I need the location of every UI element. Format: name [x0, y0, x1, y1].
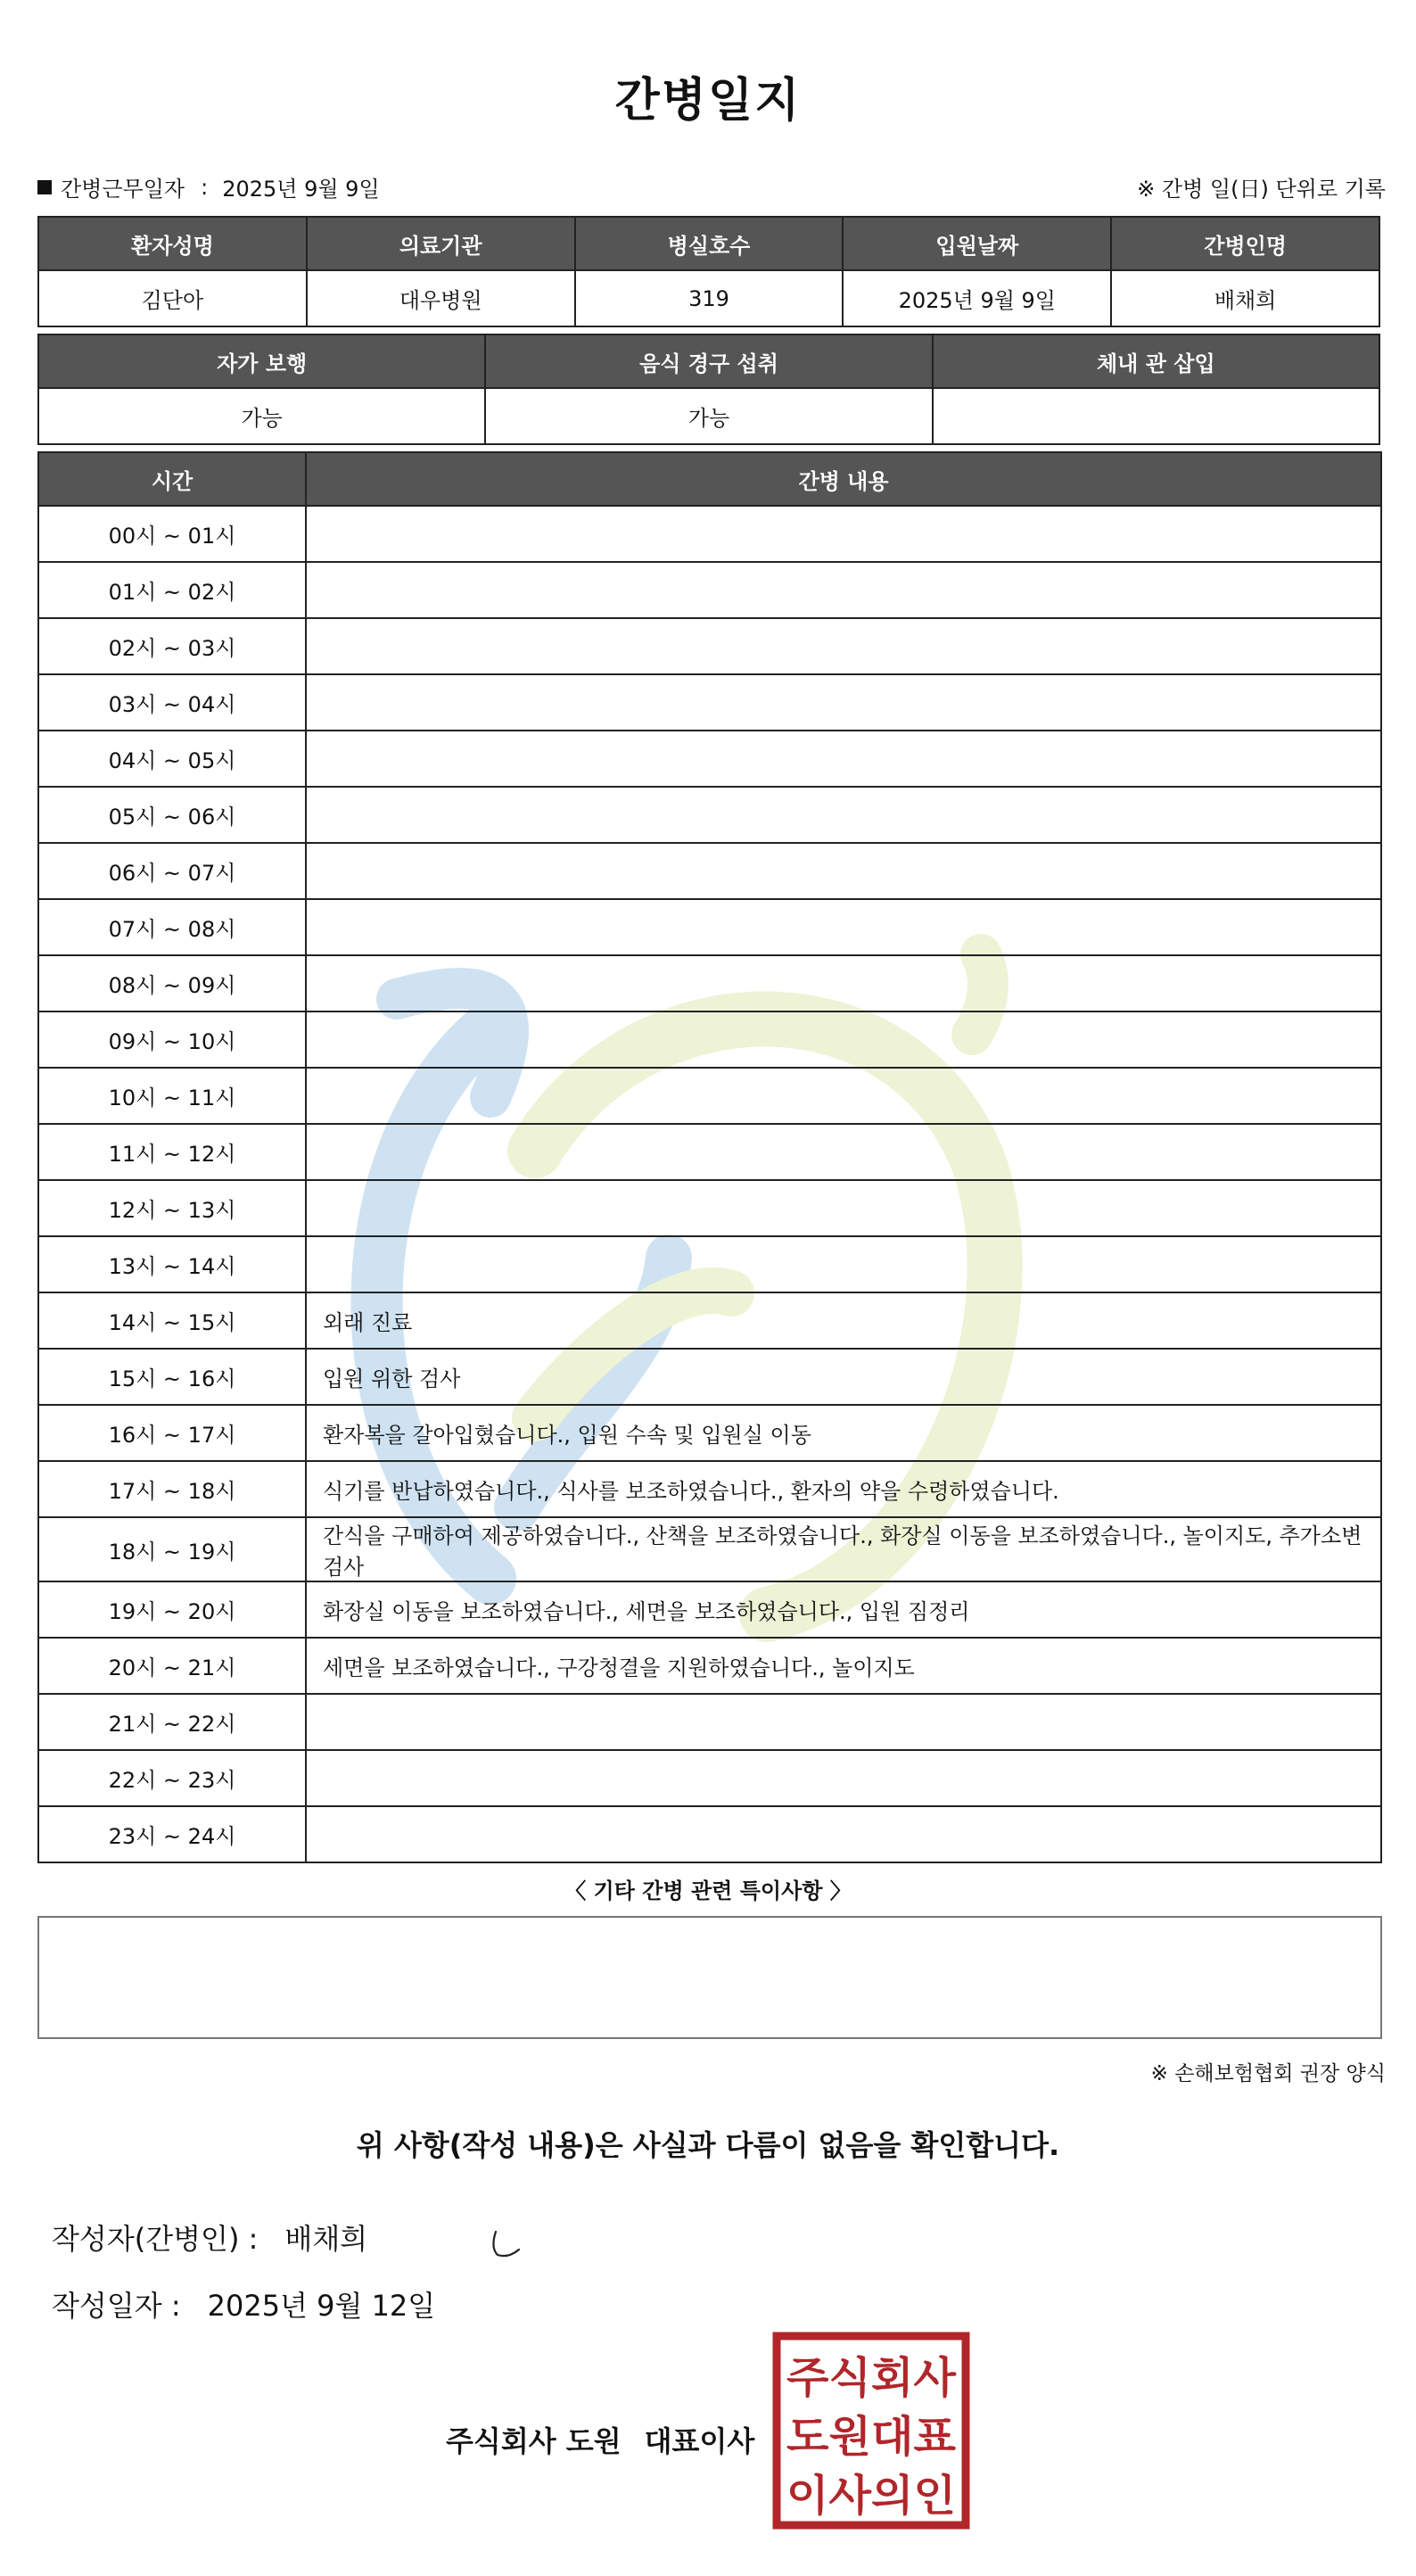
table-row — [38, 1806, 1381, 1862]
care-content: 입원 위한 검사 — [306, 1349, 1381, 1405]
table-row — [38, 1638, 1381, 1694]
caregiver-name: 배채희 — [1111, 270, 1379, 326]
table-row — [38, 1517, 1381, 1581]
table-row — [38, 1349, 1381, 1405]
patient-condition-table — [37, 334, 1380, 445]
write-date-line — [52, 2283, 435, 2324]
header-tube-insertion: 체내 관 삽입 — [933, 334, 1379, 388]
write-date-label: 작성일자 : — [52, 2289, 181, 2323]
header-care-content: 간병 내용 — [306, 452, 1381, 506]
care-content — [306, 1011, 1381, 1068]
time-slot: 15시 ~ 16시 — [38, 1349, 306, 1405]
patient-name: 김단아 — [38, 270, 307, 326]
work-date — [37, 171, 380, 202]
work-date-colon: : — [201, 174, 209, 200]
care-content — [306, 562, 1381, 618]
table-row — [38, 506, 1381, 562]
time-slot: 04시 ~ 05시 — [38, 731, 306, 787]
svg-text:도원대표: 도원대표 — [786, 2412, 957, 2462]
table-row — [38, 1124, 1381, 1180]
svg-text:이사의인: 이사의인 — [786, 2471, 956, 2521]
care-content: 화장실 이동을 보조하였습니다., 세면을 보조하였습니다., 입원 짐정리 — [306, 1581, 1381, 1638]
header-patient-name: 환자성명 — [38, 217, 307, 270]
company-seal-stamp — [772, 2332, 970, 2530]
time-slot: 21시 ~ 22시 — [38, 1694, 306, 1750]
table-row — [38, 1750, 1381, 1806]
notes-box — [37, 1916, 1382, 2039]
company-name: 주식회사 도원 — [446, 2424, 622, 2458]
table-row — [38, 787, 1381, 843]
work-date-value: 2025년 9월 9일 — [222, 177, 380, 202]
table-row — [38, 843, 1381, 899]
time-slot: 12시 ~ 13시 — [38, 1180, 306, 1236]
bullet-square-icon — [37, 180, 52, 194]
table-row — [38, 618, 1381, 674]
table-row — [38, 562, 1381, 618]
care-content — [306, 787, 1381, 843]
time-slot: 23시 ~ 24시 — [38, 1806, 306, 1862]
admission-date: 2025년 9월 9일 — [843, 270, 1111, 326]
header-hospital: 의료기관 — [307, 217, 575, 270]
record-note: ※ 간병 일(日) 단위로 기록 — [1137, 177, 1386, 202]
table-row — [38, 1236, 1381, 1292]
care-content — [306, 506, 1381, 562]
care-content — [306, 731, 1381, 787]
table-row — [38, 1694, 1381, 1750]
time-slot: 03시 ~ 04시 — [38, 674, 306, 731]
room-number: 319 — [575, 270, 844, 326]
time-slot: 20시 ~ 21시 — [38, 1638, 306, 1694]
notes-title: 〈 기타 간병 관련 특이사항 〉 — [564, 1878, 852, 1903]
care-content: 세면을 보조하였습니다., 구강청결을 지원하였습니다., 놀이지도 — [306, 1638, 1381, 1694]
care-content — [306, 1694, 1381, 1750]
table-row — [38, 1068, 1381, 1124]
care-content: 식기를 반납하였습니다., 식사를 보조하였습니다., 환자의 약을 수령하였습니다. — [306, 1461, 1381, 1517]
table-row — [38, 955, 1381, 1011]
table-row — [38, 1461, 1381, 1517]
time-slot: 01시 ~ 02시 — [38, 562, 306, 618]
header-room-number: 병실호수 — [575, 217, 844, 270]
page-title: 간병일지 — [614, 74, 802, 128]
care-content — [306, 1068, 1381, 1124]
time-slot: 18시 ~ 19시 — [38, 1517, 306, 1581]
table-row — [38, 674, 1381, 731]
svg-text:주식회사: 주식회사 — [786, 2353, 957, 2403]
patient-info-table — [37, 216, 1380, 327]
care-content — [306, 1124, 1381, 1180]
care-content — [306, 899, 1381, 955]
tube-insertion — [933, 388, 1379, 444]
care-content — [306, 1236, 1381, 1292]
writer-line — [52, 2217, 367, 2258]
care-log-table — [37, 451, 1382, 1863]
table-row — [38, 899, 1381, 955]
writer-label: 작성자(간병인) : — [52, 2222, 259, 2256]
care-content — [306, 843, 1381, 899]
header-caregiver-name: 간병인명 — [1111, 217, 1379, 270]
time-slot: 06시 ~ 07시 — [38, 843, 306, 899]
work-date-label: 간병근무일자 — [61, 177, 185, 202]
form-footnote: ※ 손해보험협회 권장 양식 — [1150, 2062, 1386, 2085]
header-time: 시간 — [38, 452, 306, 506]
time-slot: 14시 ~ 15시 — [38, 1292, 306, 1349]
writer-name: 배채희 — [284, 2222, 368, 2256]
care-content: 외래 진료 — [306, 1292, 1381, 1349]
care-content — [306, 1750, 1381, 1806]
confirmation-statement: 위 사항(작성 내용)은 사실과 다름이 없음을 확인합니다. — [356, 2128, 1060, 2162]
table-row — [38, 1180, 1381, 1236]
time-slot: 22시 ~ 23시 — [38, 1750, 306, 1806]
time-slot: 13시 ~ 14시 — [38, 1236, 306, 1292]
company-title: 대표이사 — [644, 2424, 755, 2458]
time-slot: 02시 ~ 03시 — [38, 618, 306, 674]
time-slot: 17시 ~ 18시 — [38, 1461, 306, 1517]
care-content — [306, 674, 1381, 731]
care-content — [306, 618, 1381, 674]
table-row — [38, 1292, 1381, 1349]
table-row — [38, 1011, 1381, 1068]
care-content — [306, 955, 1381, 1011]
time-slot: 16시 ~ 17시 — [38, 1405, 306, 1461]
table-row — [38, 1405, 1381, 1461]
time-slot: 09시 ~ 10시 — [38, 1011, 306, 1068]
header-oral-intake: 음식 경구 섭취 — [485, 334, 932, 388]
oral-intake: 가능 — [485, 388, 932, 444]
hospital: 대우병원 — [307, 270, 575, 326]
time-slot: 11시 ~ 12시 — [38, 1124, 306, 1180]
table-row — [38, 1581, 1381, 1638]
write-date-value: 2025년 9월 12일 — [207, 2289, 436, 2323]
header-admission-date: 입원날짜 — [843, 217, 1111, 270]
self-walking: 가능 — [38, 388, 485, 444]
time-slot: 07시 ~ 08시 — [38, 899, 306, 955]
time-slot: 19시 ~ 20시 — [38, 1581, 306, 1638]
signature-mark — [489, 2228, 524, 2260]
time-slot: 00시 ~ 01시 — [38, 506, 306, 562]
care-content — [306, 1180, 1381, 1236]
time-slot: 05시 ~ 06시 — [38, 787, 306, 843]
time-slot: 08시 ~ 09시 — [38, 955, 306, 1011]
time-slot: 10시 ~ 11시 — [38, 1068, 306, 1124]
care-log-body — [38, 506, 1381, 1862]
care-content — [306, 1806, 1381, 1862]
care-content: 간식을 구매하여 제공하였습니다., 산책을 보조하였습니다., 화장실 이동을 보조하였습니다., 놀이지도, 추가소변검사 — [306, 1517, 1381, 1581]
table-row — [38, 731, 1381, 787]
care-content: 환자복을 갈아입혔습니다., 입원 수속 및 입원실 이동 — [306, 1405, 1381, 1461]
header-self-walking: 자가 보행 — [38, 334, 485, 388]
company-signature-line — [446, 2419, 754, 2460]
